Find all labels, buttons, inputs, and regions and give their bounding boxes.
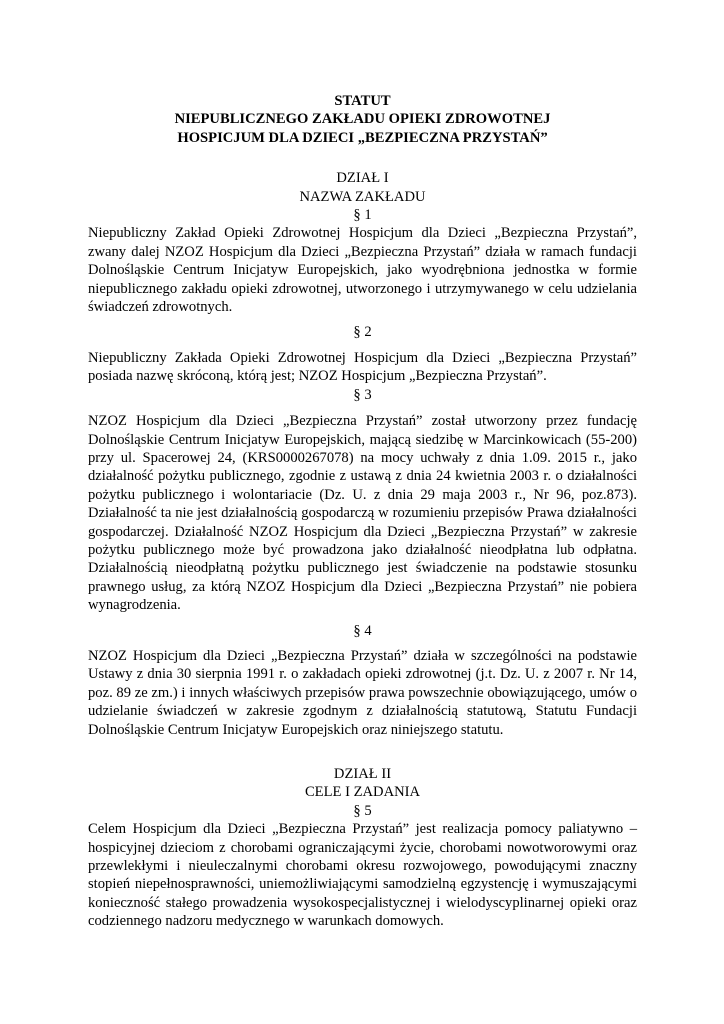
text-line: posiada nazwę skróconą, którą jest; NZOZ Hospicjum „Bezpieczna Przystań”.: [88, 368, 547, 385]
paragraph-mark: § 5: [353, 802, 372, 819]
paragraph-body: [88, 224, 637, 316]
text-line: wynagrodzenia.: [88, 597, 181, 614]
text-line: działalność pożytku publicznego, zgodnie z ustawą z dnia 24 kwietnia 2003 r. o działalności: [88, 468, 637, 485]
text-line: udzielanie świadczeń w zakresie zgodnym z działalnością statutową, Statutu Fundacji: [88, 703, 637, 720]
paragraph-body: [88, 349, 637, 386]
text-line: świadczeń zdrowotnych.: [88, 299, 233, 316]
title-line: HOSPICJUM DLA DZIECI „BEZPIECZNA PRZYSTAŃ”: [177, 129, 548, 146]
text-line: niepublicznego zakładu opieki zdrowotnej, utworzonego i utrzymywanego w celu udzielania: [88, 280, 637, 297]
document-page: [88, 92, 637, 931]
document-title: [88, 92, 637, 147]
text-line: Ustawy z dnia 30 sierpnia 1991 r. o zakładach opieki zdrowotnej (j.t. Dz. U. z 2007 r. Nr 14,: [88, 666, 637, 683]
text-line: Dolnośląskie Centrum Inicjatyw Europejskich, jako wyodrębniona jednostka w formie: [88, 262, 637, 279]
text-line: Dolnośląskie Centrum Inicjatyw Europejskich, mającą siedzibę w Marcinkowicach (55-200): [88, 431, 637, 448]
paragraph-body: [88, 820, 637, 930]
text-line: codziennego nadzoru medycznego w warunkach domowych.: [88, 913, 444, 930]
paragraph-mark: § 4: [353, 622, 372, 639]
paragraph-body: [88, 647, 637, 739]
text-line: hospicyjnej dzieciom z chorobami ograniczającymi życie, chorobami nowotworowymi oraz: [88, 839, 637, 856]
text-line: gospodarczej. Działalność NZOZ Hospicjum dla Dzieci „Bezpieczna Przystań” w zakresie: [88, 523, 637, 540]
section-heading: DZIAŁ II: [333, 766, 392, 782]
text-line: Dolnośląskie Centrum Inicjatyw Europejskich oraz niniejszego statutu.: [88, 721, 504, 738]
text-line: pożytku publicznego i wolontariacie (Dz. U. z dnia 29 maja 2003 r., Nr 96, poz.873).: [88, 486, 637, 503]
title-line: STATUT: [334, 93, 391, 109]
text-line: poz. 89 ze zm.) i innych właściwych przepisów prawa powszechnie obowiązującego, umów o: [88, 684, 637, 701]
paragraph-mark: § 2: [353, 324, 372, 341]
section-subheading: NAZWA ZAKŁADU: [299, 188, 426, 205]
text-line: Działalnością nieodpłatną pożytku publicznego jest świadczenie na podstawie stosunku: [88, 560, 637, 577]
paragraph-body: [88, 412, 637, 614]
text-line: Działalność ta nie jest działalnością gospodarczą w rozumieniu przepisów Prawa działalności: [88, 505, 637, 522]
text-line: Celem Hospicjum dla Dzieci „Bezpieczna Przystań” jest realizacja pomocy paliatywno –: [88, 821, 637, 838]
text-line: przy ul. Spacerowej 24, (KRS0000267078) na mocy uchwały z dnia 1.09. 2015 r., jako: [88, 449, 637, 466]
section-subheading: CELE I ZADANIA: [304, 784, 421, 801]
text-line: Niepubliczny Zakłada Opieki Zdrowotnej Hospicjum dla Dzieci „Bezpieczna Przystań”: [88, 349, 637, 366]
paragraph-mark: § 3: [353, 386, 372, 403]
text-line: pożytku publicznego może być prowadzona jako działalność nieodpłatna lub odpłatna.: [88, 541, 637, 558]
text-line: Niepubliczny Zakład Opieki Zdrowotnej Hospicjum dla Dzieci „Bezpieczna Przystań”,: [88, 225, 637, 242]
text-line: prawnego usług, za którą NZOZ Hospicjum dla Dzieci „Bezpieczna Przystań” nie pobiera: [88, 578, 637, 595]
text-line: NZOZ Hospicjum dla Dzieci „Bezpieczna Przystań” został utworzony przez fundację: [88, 413, 637, 430]
paragraph-mark: § 1: [353, 207, 372, 224]
text-line: stopień niepełnosprawności, uniemożliwiającymi samodzielną egzystencję i wymuszającymi: [88, 876, 637, 893]
title-line: NIEPUBLICZNEGO ZAKŁADU OPIEKI ZDROWOTNEJ: [174, 111, 551, 128]
text-line: przewlekłymi i nieuleczalnymi chorobami okresu rozwojowego, powodującymi znaczny: [88, 858, 637, 875]
section-heading: DZIAŁ I: [336, 170, 389, 187]
text-line: konieczność stałego prowadzenia wysokospecjalistycznej i wielodyscyplinarnej opieki oraz: [88, 894, 637, 911]
text-line: NZOZ Hospicjum dla Dzieci „Bezpieczna Przystań” działa w szczególności na podstawie: [88, 647, 637, 664]
text-line: zwany dalej NZOZ Hospicjum dla Dzieci „Bezpieczna Przystań” działa w ramach fundacji: [88, 243, 637, 260]
